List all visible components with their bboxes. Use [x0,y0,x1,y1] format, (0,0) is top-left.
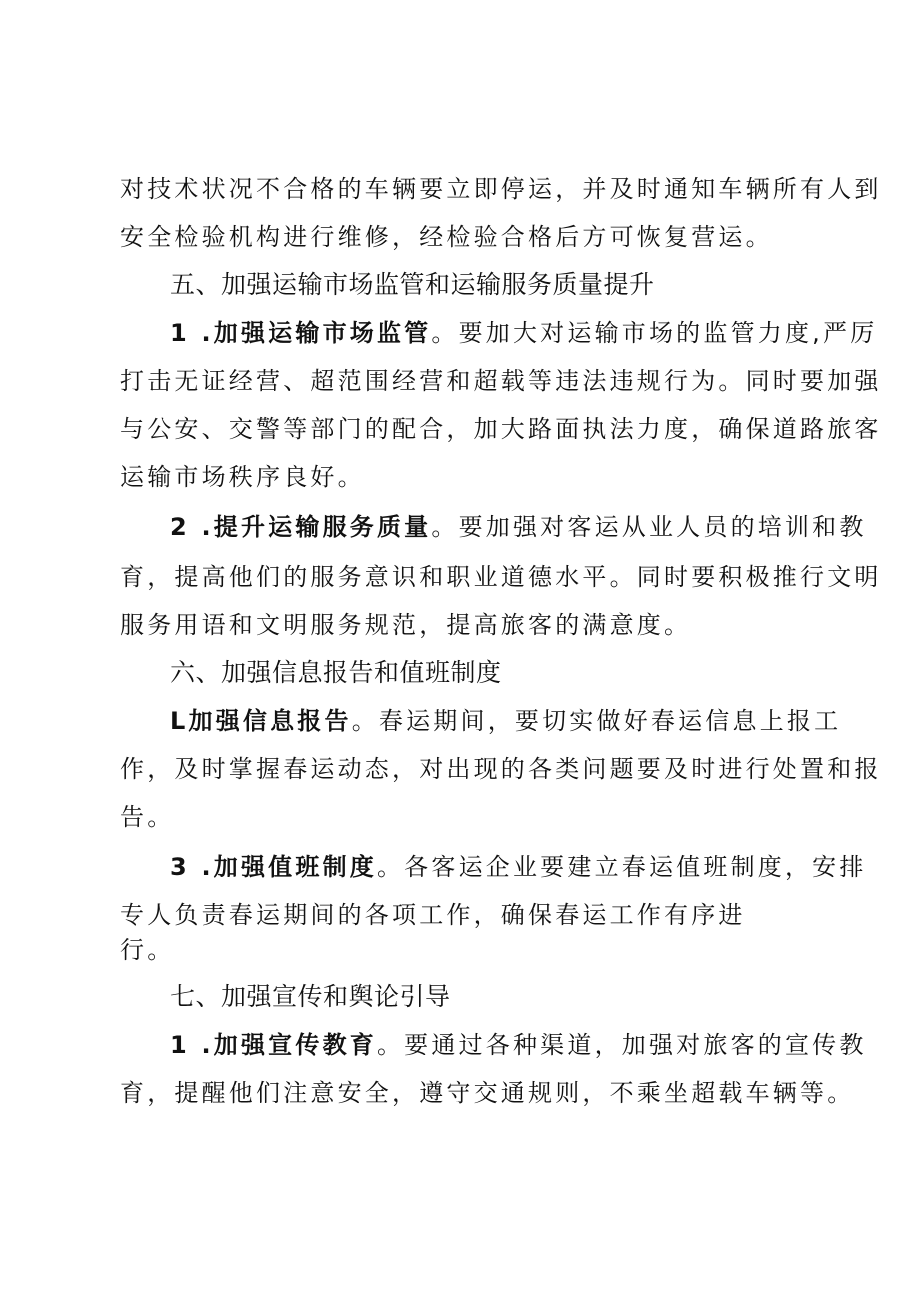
item-text: 。要加大对运输市场的监管力度,严厉 [431,319,878,347]
item-text: 。各客运企业要建立春运值班制度，安排 [376,853,867,881]
paragraph-line: 专人负责春运期间的各项工作，确保春运工作有序进 [120,901,746,929]
paragraph-line [170,852,867,882]
item-lead: 1 .加强宣传教育 [170,1031,377,1059]
paragraph-line: 作，及时掌握春运动态，对出现的各类问题要及时进行处置和报 [120,755,882,783]
item-lead: 3 .加强值班制度 [170,853,377,881]
paragraph-line [170,512,867,542]
section-heading: 七、加强宣传和舆论引导 [170,982,451,1011]
paragraph-line: 对技术状况不合格的车辆要立即停运，并及时通知车辆所有人到 [120,175,882,203]
paragraph-line [170,1030,867,1060]
paragraph-line [170,318,877,348]
paragraph-line: 服务用语和文明服务规范，提高旅客的满意度。 [120,611,692,639]
item-lead: 1 .加强运输市场监管 [170,319,432,347]
paragraph-line [170,706,841,736]
item-text: 。春运期间，要切实做好春运信息上报工 [351,707,842,735]
item-text: 。要通过各种渠道，加强对旅客的宣传教 [376,1031,867,1059]
section-heading: 五、加强运输市场监管和运输服务质量提升 [170,270,655,299]
paragraph-line: 与公安、交警等部门的配合，加大路面执法力度，确保道路旅客 [120,415,882,443]
item-lead: 2 .提升运输服务质量 [170,513,432,541]
item-lead: L加强信息报告 [170,707,352,735]
paragraph-line: 育，提醒他们注意安全，遵守交通规则，不乘坐超载车辆等。 [120,1079,855,1107]
paragraph-line: 安全检验机构进行维修，经检验合格后方可恢复营运。 [120,223,773,251]
paragraph-line: 运输市场秩序良好。 [120,463,365,491]
section-heading: 六、加强信息报告和值班制度 [170,658,502,687]
item-text: 。要加强对客运从业人员的培训和教 [431,513,867,541]
paragraph-line: 打击无证经营、超范围经营和超载等违法违规行为。同时要加强 [120,367,882,395]
paragraph-line: 育，提高他们的服务意识和职业道德水平。同时要积极推行文明 [120,563,882,591]
paragraph-line: 告。 [120,803,175,831]
paragraph-line: 行。 [120,936,175,964]
